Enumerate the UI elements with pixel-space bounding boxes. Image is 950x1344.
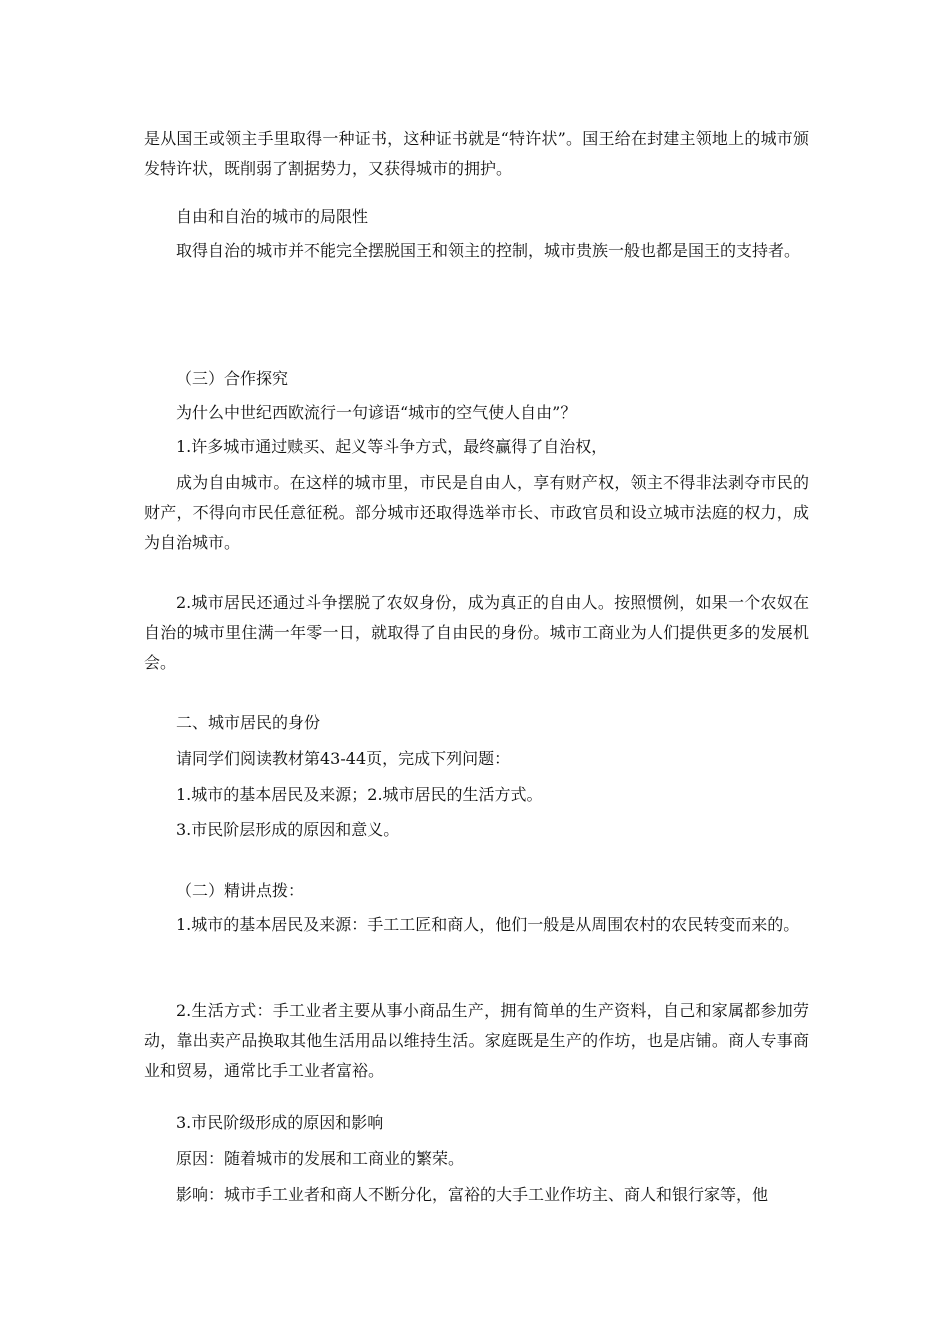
answer-point-2: 2.城市居民还通过斗争摆脱了农奴身份，成为真正的自由人。按照惯例，如果一个农奴在自治的城市里住满一年零一日，就取得了自由民的身份。城市工商业为人们提供更多的发展机会。 [144,593,809,672]
explanation-point-2: 2.生活方式：手工业者主要从事小商品生产，拥有简单的生产资料，自己和家属都参加劳动，靠出卖产品换取其他生活用品以维持生活。家庭既是生产的作坊，也是店铺。商人专事商业和贸易，通常比手工业者富裕。 [144,1001,809,1080]
explanation-point-1: 1.城市的基本居民及来源：手工工匠和商人，他们一般是从周围农村的农民转变而来的。 [176,915,800,934]
question-city-air: 为什么中世纪西欧流行一句谚语“城市的空气使人自由”？ [176,403,577,422]
answer-point-1: 1.许多城市通过赎买、起义等斗争方式，最终赢得了自治权， [176,437,608,456]
paragraph-charter: 是从国王或领主手里取得一种证书，这种证书就是“特许状”。国王给在封建主领地上的城市颁发特许状，既削弱了割据势力，又获得城市的拥护。 [144,129,809,178]
paragraph-limitations: 取得自治的城市并不能完全摆脱国王和领主的控制，城市贵族一般也都是国王的支持者。 [176,241,801,260]
question-3: 3.市民阶层形成的原因和意义。 [176,820,400,839]
reason-text: 原因：随着城市的发展和工商业的繁荣。 [176,1149,465,1168]
heading-citizen-identity: 二、城市居民的身份 [176,713,321,732]
heading-limitations: 自由和自治的城市的局限性 [176,207,369,226]
question-1-2: 1.城市的基本居民及来源；2.城市居民的生活方式。 [176,785,543,804]
influence-text: 影响：城市手工业者和商人不断分化，富裕的大手工业作坊主、商人和银行家等，他 [176,1185,769,1204]
explanation-point-3: 3.市民阶级形成的原因和影响 [176,1113,384,1132]
heading-explanation: （二）精讲点拨： [176,881,305,900]
paragraph-free-city: 成为自由城市。在这样的城市里，市民是自由人，享有财产权，领主不得非法剥夺市民的财产，不得向市民任意征税。部分城市还取得选举市长、市政官员和设立城市法庭的权力，成为自治城市。 [144,473,809,552]
instruction-read-textbook: 请同学们阅读教材第43-44页，完成下列问题： [176,749,511,768]
heading-cooperative-inquiry: （三）合作探究 [176,369,289,388]
